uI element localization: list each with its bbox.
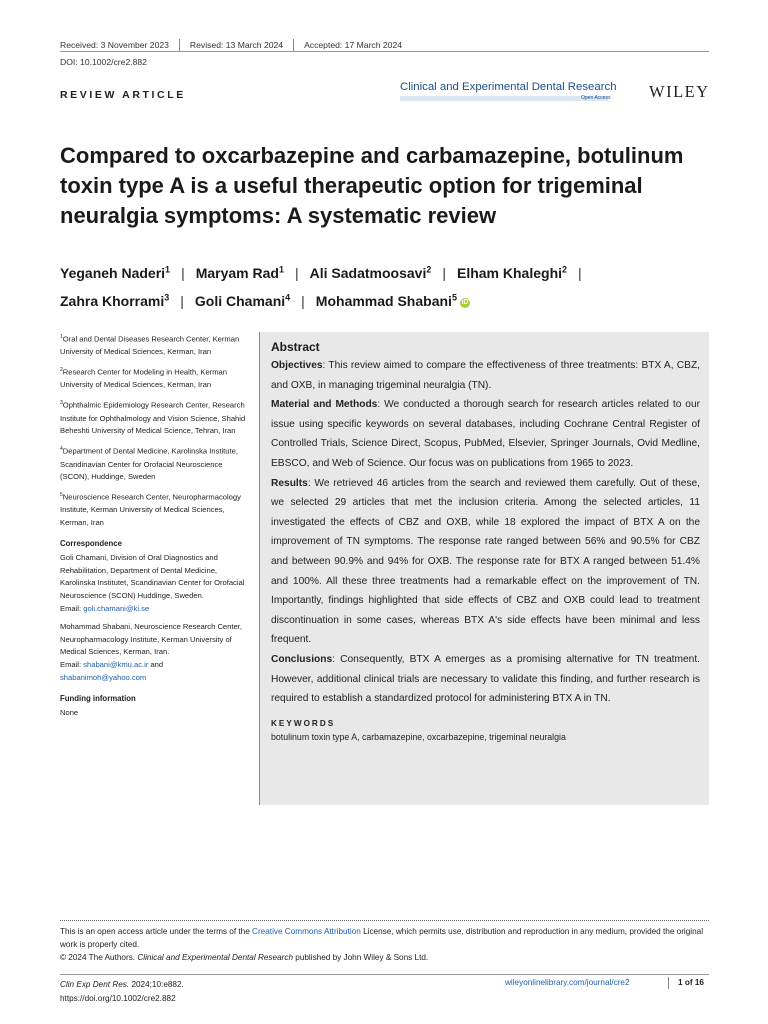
abstract-content [271,340,700,742]
accepted-date: Accepted: 17 March 2024 [304,40,403,50]
author-name[interactable]: Zahra Khorrami$^3$ [60,292,170,310]
publisher-logo: WILEY [649,82,710,101]
author-name[interactable]: Goli Chamani$^4$ [194,292,291,310]
journal-logo: Clinical and Experimental Dental Research [400,81,617,93]
doi-header: DOI: 10.1002/cre2.882 [60,57,147,67]
abstract-conclusions: Conclusions: Consequently, BTX A emerges as a promising alternative for TN treatment. However, additional clinical trials are necessary to validate this finding, and further research is required to establish a standardized protocol for administering BTX A in TN. [271,653,700,705]
author-name[interactable]: Mohammad Shabani$^5$ [315,292,457,310]
open-access-label: Open Access [581,95,611,101]
doi-link[interactable]: https://doi.org/10.1002/cre2.882 [60,994,176,1003]
author-name[interactable]: Maryam Rad$^1$ [195,264,284,281]
header-rule [60,51,709,52]
funding-text: None [60,707,79,717]
email-link[interactable]: shabani@kmu.ac.ir [83,660,149,670]
affiliation-item: $^1$Oral and Dental Diseases Research Center, Kerman University of Medical Sciences, Kerman, Iran [60,334,240,357]
affiliation-item: $^5$Neuroscience Research Center, Neuropharmacology Institute, Kerman University of Medical Sciences, Kerman, Iran [60,492,241,528]
affiliation-item: $^3$Ophthalmic Epidemiology Research Center, Research Institute for Ophthalmology and Vision Science, Shahid Beheshti University of Medical Science, Tehran, Iran [60,400,246,436]
email-link[interactable]: goli.chamani@ki.se [83,604,150,613]
email-link[interactable]: shabanimoh@yahoo.com [60,672,147,682]
footer-rule [60,974,709,975]
orcid-icon[interactable]: iD [461,298,469,306]
funding-heading: Funding information [60,693,136,703]
article-title: Compared to oxcarbazepine and carbamazepine, botulinum toxin type A is a useful therapeutic option for trigeminal neuralgia symptoms: A systematic review [60,143,684,228]
correspondence-text: Mohammad Shabani, Neuroscience Research Center, Neuropharmacology Institute, Kerman University of Medical Sciences, Kerman, Iran. Email: shabani@kmu.ac.ir and shabanimoh@yahoo.com [60,621,242,682]
footer-divider [668,977,669,989]
received-date: Received: 3 November 2023 [60,40,169,50]
revised-date: Revised: 13 March 2024 [189,40,284,50]
article-dates [60,39,402,51]
abstract-heading: Abstract [271,340,320,354]
author-name[interactable]: Ali Sadatmoosavi$^2$ [309,264,432,281]
correspondence-heading: Correspondence [60,539,122,549]
page-number: 1 of 16 [678,978,704,987]
affiliations-column [60,331,250,724]
author-name[interactable]: Elham Khaleghi$^2$ [456,264,568,281]
correspondence-text: Goli Chamani, Division of Oral Diagnostics and Rehabilitation, Department of Dental Medicine, Karolinska Institutet, Scandinavian Center for Orofacial Neuroscience (SCON) Huddinge, Sweden. Email: goli.chamani@ki.se [60,552,245,613]
open-access-bar [400,95,611,101]
author-name[interactable]: Yeganeh Naderi$^1$ [60,264,171,281]
license-notice: This is an open access article under the terms of the Creative Commons Attribution License, which permits use, distribution and reproduction in any medium, provided the original work is properly cited. © 2024 The Authors. Clinical and Experimental Dental Research published by John Wiley & Sons Ltd. [60,927,704,962]
abstract-methods: Material and Methods: We conducted a thorough search for research articles related to our issue using specific keywords on several databases, including Cochrane Central Register of Controlled Trials, Science Direct, Scopus, PubMed, Elsevier, Springer Journals, Ovid Medline, EBSCO, and Web of Science. Our focus was on publications from 1965 to 2023. [271,399,701,469]
license-link[interactable]: Creative Commons Attribution [252,927,361,936]
journal-url-link[interactable]: wileyonlinelibrary.com/journal/cre2 [505,978,630,987]
keywords-heading: KEYWORDS [271,718,336,728]
affiliation-item: $^2$Research Center for Modeling in Health, Kerman University of Medical Sciences, Kerman, Iran [60,367,227,390]
abstract-objectives: Objectives: This review aimed to compare the effectiveness of three treatments: BTX A, CBZ, and OXB, in managing trigeminal neuralgia (TN). [271,360,700,391]
keywords-text: botulinum toxin type A, carbamazepine, oxcarbazepine, trigeminal neuralgia [271,731,566,742]
author-list: Yeganeh Naderi$^1$ | Maryam Rad$^1$ | Ali Sadatmoosavi$^2$ | Elham Khaleghi$^2$ | Zahra Khorrami$^3$ | Goli Chamani$^4$ | Mohammad Shabani$^5$ iD [60,264,582,310]
date-divider [179,39,180,51]
citation-info: Clin Exp Dent Res. 2024;10:e882. https://doi.org/10.1002/cre2.882 [60,980,184,1003]
affiliation-item: $^4$Department of Dental Medicine, Karolinska Institute, Scandinavian Center for Orofacial Neuroscience (SCON), Huddinge, Sweden [60,446,238,482]
date-divider [293,39,294,51]
article-type-label: REVIEW ARTICLE [60,89,186,101]
license-divider [60,920,709,921]
abstract-results: Results: We retrieved 46 articles from the search and reviewed them carefully. Out of these, we selected 29 articles that met the inclusion criteria. Among the selected articles, 11 investigated the effects of CBZ and OXB, while 18 explored the impact of BTX A on the improvement of TN symptoms. The response rate ranged between 56% and 90.5% for CBZ and between 90.9% and 94% for OXB. The response rate for BTX A ranged between 51.4% and 100%. All these three treatments had a remarkable effect on the improvement of TN. Importantly, findings highlighted that side effects of CBZ and OXB could lead to treatment discontinuation in some cases, whereas BTX A's side effects have been minimal and less frequent. [271,477,700,646]
